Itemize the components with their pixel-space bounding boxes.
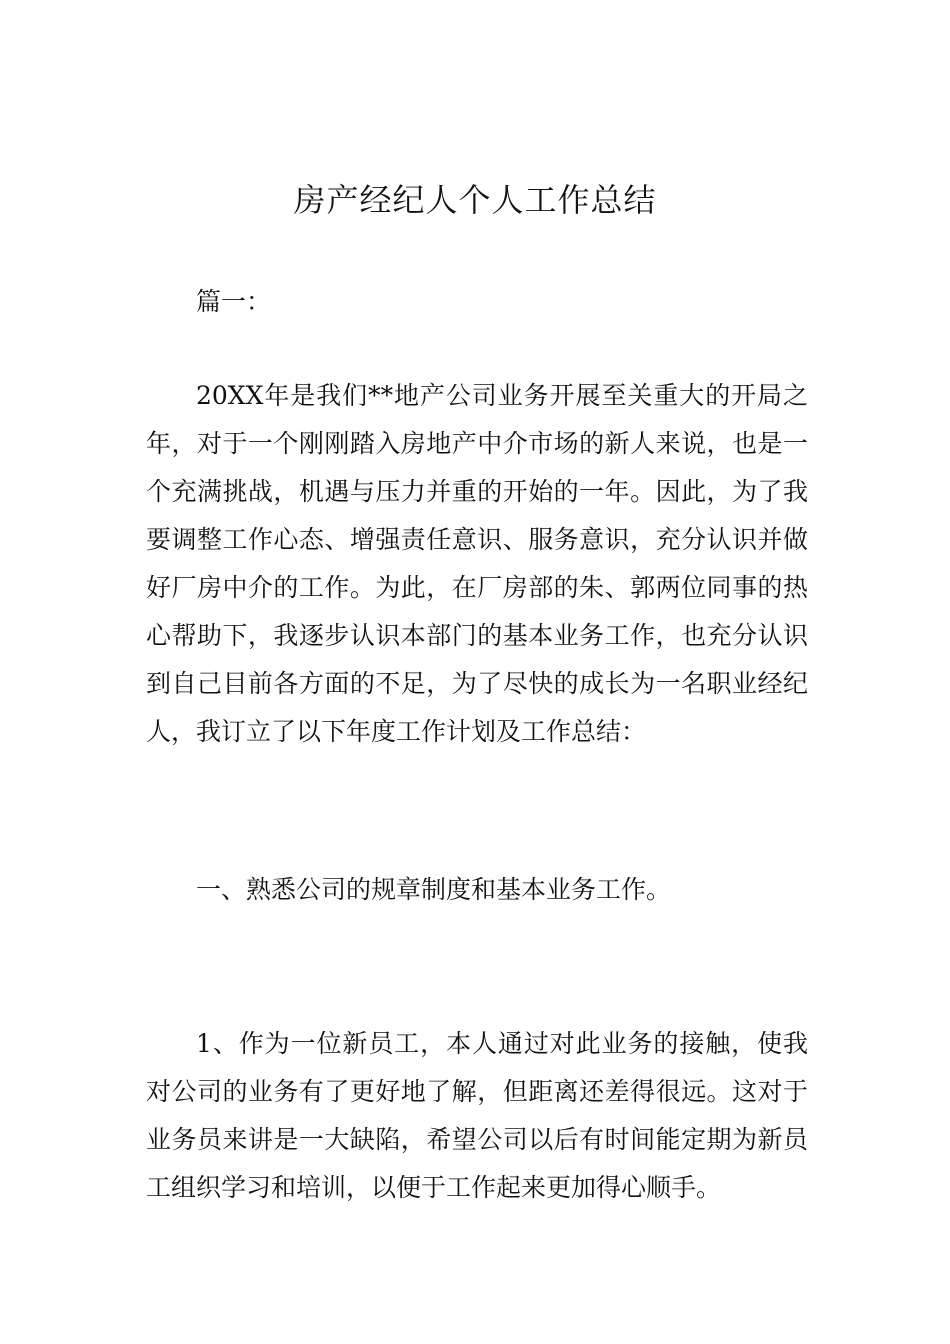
document-title: 房产经纪人个人工作总结 [293, 181, 657, 219]
intro-paragraph: 20XX年是我们**地产公司业务开展至关重大的开局之年，对于一个刚刚踏入房地产中介市场的新人来说，也是一个充满挑战，机遇与压力并重的开始的一年。因此，为了我要调整工作心态、增强责任意识、服务意识，充分认识并做好厂房中介的工作。为此，在厂房部的朱、郭两位同事的热心帮助下，我逐步认识本部门的基本业务工作，也充分认识到自己目前各方面的不足，为了尽快的成长为一名职业经纪人，我订立了以下年度工作计划及工作总结： [146, 381, 808, 746]
section-heading-one: 一、熟悉公司的规章制度和基本业务工作。 [196, 875, 672, 904]
item-one-paragraph: 1、作为一位新员工，本人通过对此业务的接触，使我对公司的业务有了更好地了解，但距离还差得很远。这对于业务员来讲是一大缺陷，希望公司以后有时间能定期为新员工组织学习和培训，以便于工作起来更加得心顺手。 [146, 1029, 808, 1202]
section-label: 篇一： [196, 287, 272, 316]
